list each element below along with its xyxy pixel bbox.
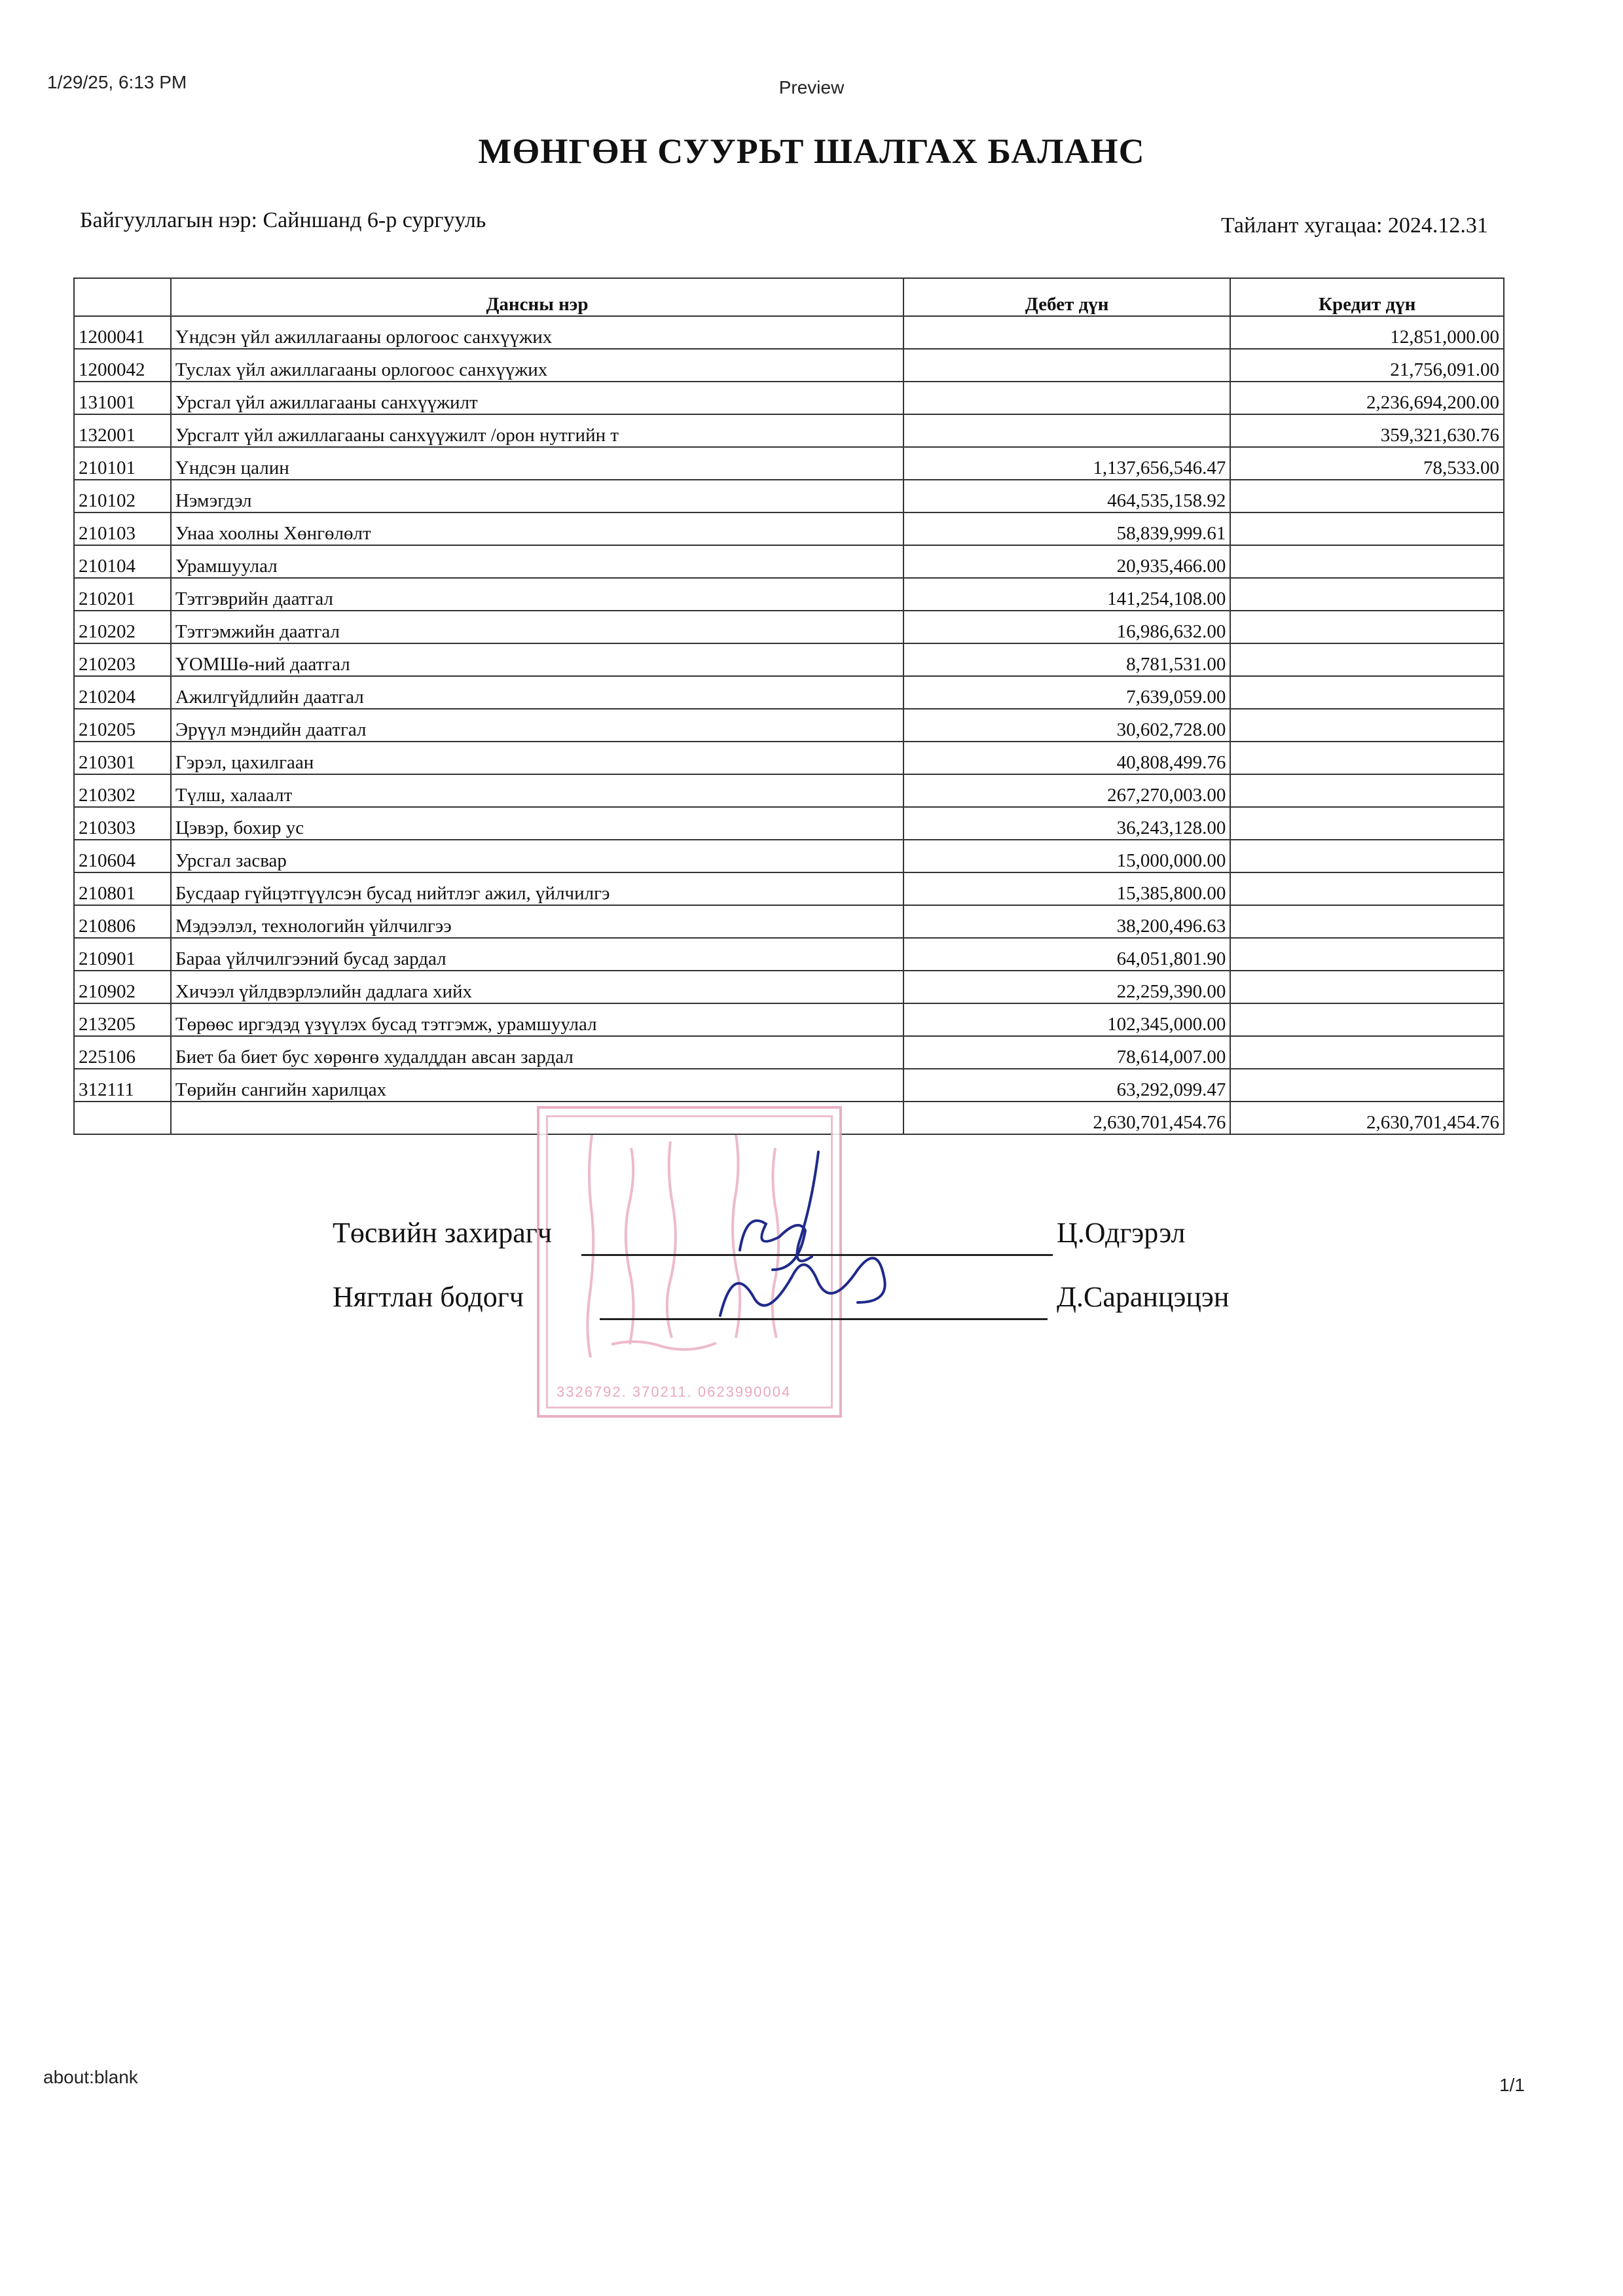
debit-amount xyxy=(903,349,1230,382)
table-row xyxy=(74,938,1504,971)
account-name: Туслах үйл ажиллагааны орлогоос санхүүжих xyxy=(171,349,903,382)
account-name: Цэвэр, бохир ус xyxy=(171,807,903,840)
debit-amount: 16,986,632.00 xyxy=(903,611,1230,643)
debit-amount: 63,292,099.47 xyxy=(903,1069,1230,1102)
debit-amount: 102,345,000.00 xyxy=(903,1003,1230,1036)
table-row xyxy=(74,905,1504,938)
total-code-cell xyxy=(74,1102,171,1134)
account-code: 210302 xyxy=(74,774,171,807)
credit-amount xyxy=(1230,872,1504,905)
debit-amount: 38,200,496.63 xyxy=(903,905,1230,938)
account-name: Урсгал үйл ажиллагааны санхүүжилт xyxy=(171,382,903,414)
table-row xyxy=(74,316,1504,349)
credit-amount: 78,533.00 xyxy=(1230,447,1504,480)
table-row xyxy=(74,611,1504,643)
account-code: 210104 xyxy=(74,545,171,578)
signature-role-accountant: Нягтлан бодогч xyxy=(333,1281,524,1313)
table-row xyxy=(74,971,1504,1003)
account-code: 210303 xyxy=(74,807,171,840)
page-url: about:blank xyxy=(43,2067,138,2087)
table-row xyxy=(74,840,1504,872)
account-name: Үндсэн үйл ажиллагааны орлогоос санхүүжих xyxy=(171,316,903,349)
table-row xyxy=(74,742,1504,774)
account-name: Хичээл үйлдвэрлэлийн дадлага хийх xyxy=(171,971,903,1003)
debit-amount: 1,137,656,546.47 xyxy=(903,447,1230,480)
signature-name-accountant: Д.Саранцэцэн xyxy=(1057,1281,1230,1313)
account-code: 210203 xyxy=(74,643,171,676)
account-name: Урамшуулал xyxy=(171,545,903,578)
credit-amount xyxy=(1230,807,1504,840)
signature-line-director xyxy=(581,1254,1053,1256)
account-code: 210101 xyxy=(74,447,171,480)
account-code: 225106 xyxy=(74,1036,171,1069)
account-name: Ажилгүйдлийн даатгал xyxy=(171,676,903,709)
credit-amount: 359,321,630.76 xyxy=(1230,414,1504,447)
credit-amount: 12,851,000.00 xyxy=(1230,316,1504,349)
credit-amount xyxy=(1230,611,1504,643)
total-debit: 2,630,701,454.76 xyxy=(903,1102,1230,1134)
table-header-row xyxy=(74,278,1504,316)
credit-amount xyxy=(1230,709,1504,742)
official-stamp xyxy=(537,1106,842,1418)
table-row xyxy=(74,545,1504,578)
debit-amount: 64,051,801.90 xyxy=(903,938,1230,971)
trial-balance-table xyxy=(73,278,1504,1135)
header-credit: Кредит дүн xyxy=(1230,278,1504,316)
debit-amount: 58,839,999.61 xyxy=(903,512,1230,545)
table-row xyxy=(74,512,1504,545)
table-row xyxy=(74,807,1504,840)
debit-amount: 8,781,531.00 xyxy=(903,643,1230,676)
credit-amount xyxy=(1230,1069,1504,1102)
table-row xyxy=(74,349,1504,382)
table-row xyxy=(74,774,1504,807)
debit-amount: 464,535,158.92 xyxy=(903,480,1230,512)
credit-amount xyxy=(1230,742,1504,774)
table-row xyxy=(74,1036,1504,1069)
table-row xyxy=(74,643,1504,676)
account-code: 210801 xyxy=(74,872,171,905)
debit-amount: 20,935,466.00 xyxy=(903,545,1230,578)
account-name: Урсгалт үйл ажиллагааны санхүүжилт /орон нутгийн т xyxy=(171,414,903,447)
debit-amount xyxy=(903,414,1230,447)
table-row xyxy=(74,447,1504,480)
debit-amount: 15,385,800.00 xyxy=(903,872,1230,905)
organization-name: Байгууллагын нэр: Сайншанд 6-р сургууль xyxy=(80,208,486,232)
credit-amount xyxy=(1230,774,1504,807)
credit-amount xyxy=(1230,545,1504,578)
debit-amount: 267,270,003.00 xyxy=(903,774,1230,807)
credit-amount xyxy=(1230,676,1504,709)
credit-amount xyxy=(1230,643,1504,676)
table-row xyxy=(74,414,1504,447)
reporting-period: Тайлант хугацаа: 2024.12.31 xyxy=(1221,213,1488,238)
account-code: 210201 xyxy=(74,578,171,611)
signature-role-director: Төсвийн захирагч xyxy=(333,1217,552,1249)
account-name: Тэтгэмжийн даатгал xyxy=(171,611,903,643)
credit-amount: 2,236,694,200.00 xyxy=(1230,382,1504,414)
account-code: 210902 xyxy=(74,971,171,1003)
table-row xyxy=(74,872,1504,905)
account-code: 1200042 xyxy=(74,349,171,382)
account-code: 210103 xyxy=(74,512,171,545)
account-name: Мэдээлэл, технологийн үйлчилгээ xyxy=(171,905,903,938)
account-code: 210604 xyxy=(74,840,171,872)
credit-amount xyxy=(1230,578,1504,611)
debit-amount: 22,259,390.00 xyxy=(903,971,1230,1003)
credit-amount xyxy=(1230,840,1504,872)
document-title: МӨНГӨН СУУРЬТ ШАЛГАХ БАЛАНС xyxy=(478,132,1145,171)
credit-amount xyxy=(1230,512,1504,545)
account-code: 210202 xyxy=(74,611,171,643)
account-name: Гэрэл, цахилгаан xyxy=(171,742,903,774)
account-name: Тэтгэврийн даатгал xyxy=(171,578,903,611)
account-name: Бусдаар гүйцэтгүүлсэн бусад нийтлэг ажил, үйлчилгэ xyxy=(171,872,903,905)
credit-amount xyxy=(1230,480,1504,512)
signature-name-director: Ц.Одгэрэл xyxy=(1057,1217,1186,1249)
account-name: Эрүүл мэндийн даатгал xyxy=(171,709,903,742)
stamp-seal-icon xyxy=(539,1109,839,1415)
account-name: Бараа үйлчилгээний бусад зардал xyxy=(171,938,903,971)
account-name: Унаа хоолны Хөнгөлөлт xyxy=(171,512,903,545)
account-code: 131001 xyxy=(74,382,171,414)
account-code: 213205 xyxy=(74,1003,171,1036)
browser-datetime: 1/29/25, 6:13 PM xyxy=(47,72,187,92)
credit-amount xyxy=(1230,1036,1504,1069)
account-code: 210102 xyxy=(74,480,171,512)
debit-amount: 40,808,499.76 xyxy=(903,742,1230,774)
account-name: Биет ба биет бус хөрөнгө худалддан авсан зардал xyxy=(171,1036,903,1069)
table-row xyxy=(74,382,1504,414)
account-code: 210301 xyxy=(74,742,171,774)
header-code xyxy=(74,278,171,316)
table-row xyxy=(74,480,1504,512)
account-code: 210204 xyxy=(74,676,171,709)
debit-amount xyxy=(903,316,1230,349)
debit-amount: 7,639,059.00 xyxy=(903,676,1230,709)
table-row xyxy=(74,1069,1504,1102)
header-account-name: Дансны нэр xyxy=(171,278,903,316)
account-name: Төрийн сангийн харилцах xyxy=(171,1069,903,1102)
total-credit: 2,630,701,454.76 xyxy=(1230,1102,1504,1134)
debit-amount: 30,602,728.00 xyxy=(903,709,1230,742)
account-name: Урсгал засвар xyxy=(171,840,903,872)
table-row xyxy=(74,709,1504,742)
account-code: 210901 xyxy=(74,938,171,971)
credit-amount xyxy=(1230,971,1504,1003)
table-row xyxy=(74,676,1504,709)
stamp-code: 3326792. 370211. 0623990004 xyxy=(556,1384,792,1400)
account-code: 210205 xyxy=(74,709,171,742)
credit-amount: 21,756,091.00 xyxy=(1230,349,1504,382)
account-name: ҮОМШө-ний даатгал xyxy=(171,643,903,676)
table-row xyxy=(74,578,1504,611)
account-name: Түлш, халаалт xyxy=(171,774,903,807)
table-body xyxy=(74,316,1504,1102)
account-code: 210806 xyxy=(74,905,171,938)
debit-amount: 36,243,128.00 xyxy=(903,807,1230,840)
account-code: 312111 xyxy=(74,1069,171,1102)
account-name: Үндсэн цалин xyxy=(171,447,903,480)
credit-amount xyxy=(1230,905,1504,938)
debit-amount: 78,614,007.00 xyxy=(903,1036,1230,1069)
signature-line-accountant xyxy=(600,1318,1048,1320)
credit-amount xyxy=(1230,1003,1504,1036)
debit-amount xyxy=(903,382,1230,414)
header-debit: Дебет дүн xyxy=(903,278,1230,316)
page-counter: 1/1 xyxy=(1499,2075,1525,2095)
table-row xyxy=(74,1003,1504,1036)
account-code: 1200041 xyxy=(74,316,171,349)
credit-amount xyxy=(1230,938,1504,971)
window-title: Preview xyxy=(778,77,845,98)
account-code: 132001 xyxy=(74,414,171,447)
debit-amount: 15,000,000.00 xyxy=(903,840,1230,872)
account-name: Төрөөс иргэдэд үзүүлэх бусад тэтгэмж, урамшуулал xyxy=(171,1003,903,1036)
debit-amount: 141,254,108.00 xyxy=(903,578,1230,611)
account-name: Нэмэгдэл xyxy=(171,480,903,512)
